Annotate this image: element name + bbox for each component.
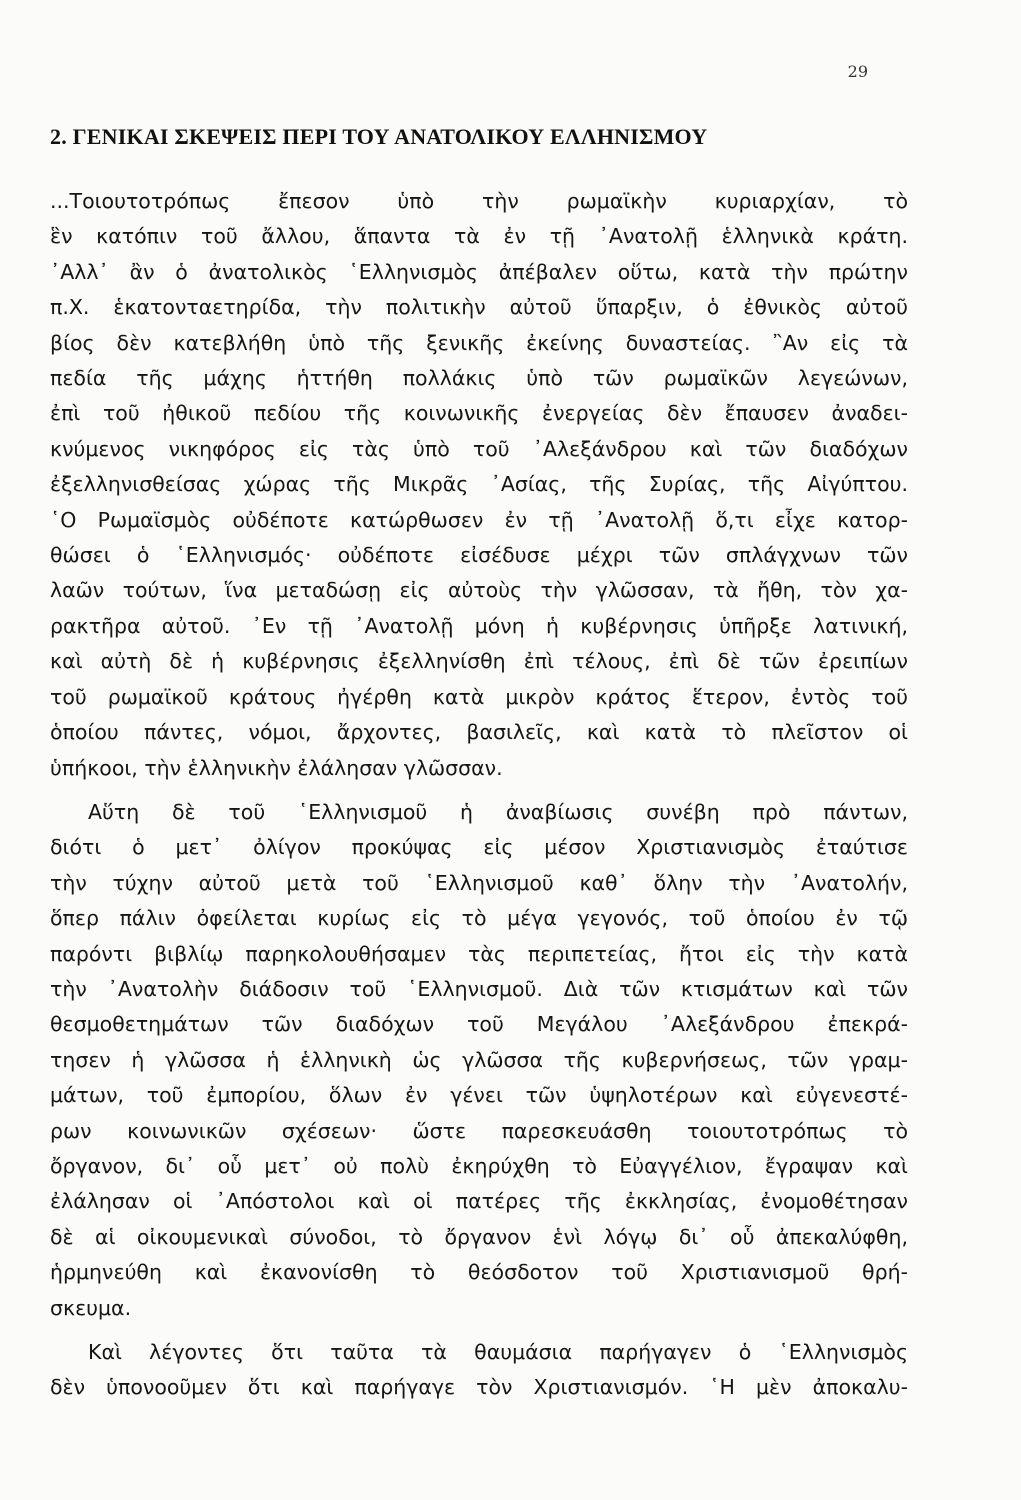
text-line: λαῶν τούτων, ἵνα μεταδώσῃ εἰς αὐτοὺς τὴν γλῶσσαν, τὰ ἤθη, τὸν χα- bbox=[50, 578, 908, 603]
text-line: ὅπερ πάλιν ὀφείλεται κυρίως εἰς τὸ μέγα γεγονός, τοῦ ὁποίου ἐν τῷ bbox=[50, 906, 908, 931]
text-line: σκευμα. bbox=[50, 1295, 132, 1320]
text-line: καὶ αὐτὴ δὲ ἡ κυβέρνησις ἐξελληνίσθη ἐπὶ τέλους, ἐπὶ δὲ τῶν ἐρειπίων bbox=[50, 649, 908, 674]
text-line: παρόντι βιβλίῳ παρηκολουθήσαμεν τὰς περιπετείας, ἤτοι εἰς τὴν κατὰ bbox=[50, 941, 908, 966]
text-line: π.Χ. ἑκατονταετηρίδα, τὴν πολιτικὴν αὐτοῦ ὕπαρξιν, ὁ ἐθνικὸς αὐτοῦ bbox=[50, 295, 908, 320]
text-line: τοῦ ρωμαϊκοῦ κράτους ἠγέρθη κατὰ μικρὸν κράτος ἕτερον, ἐντὸς τοῦ bbox=[50, 684, 908, 709]
text-line: ἐπὶ τοῦ ἠθικοῦ πεδίου τῆς κοινωνικῆς ἐνεργείας δὲν ἔπαυσεν ἀναδει- bbox=[50, 401, 908, 426]
text-line: θεσμοθετημάτων τῶν διαδόχων τοῦ Μεγάλου ᾿Αλεξάνδρου ἐπεκρά- bbox=[50, 1012, 908, 1037]
text-line: ...Τοιουτοτρόπως ἔπεσον ὑπὸ τὴν ρωμαϊκὴν κυριαρχίαν, τὸ bbox=[50, 189, 908, 213]
text-line: τὴν ᾿Ανατολὴν διάδοσιν τοῦ ῾Ελληνισμοῦ. Διὰ τῶν κτισμάτων καὶ τῶν bbox=[50, 976, 908, 1001]
text-line: ρων κοινωνικῶν σχέσεων· ὥστε παρεσκευάσθη τοιουτοτρόπως τὸ bbox=[50, 1118, 908, 1143]
text-line: Καὶ λέγοντες ὅτι ταῦτα τὰ θαυμάσια παρήγαγεν ὁ ῾Ελληνισμὸς bbox=[88, 1340, 908, 1364]
text-line: ἡρμηνεύθη καὶ ἐκανονίσθη τὸ θεόσδοτον τοῦ Χριστιανισμοῦ θρή- bbox=[50, 1260, 908, 1285]
page-number: 29 bbox=[847, 62, 868, 81]
paragraph-1 bbox=[50, 184, 908, 786]
text-line: ὑπήκοοι, τὴν ἑλληνικὴν ἐλάλησαν γλῶσσαν. bbox=[50, 755, 503, 780]
text-line: βίος δὲν κατεβλήθη ὑπὸ τῆς ξενικῆς ἐκείνης δυναστείας. ῍Αν εἰς τὰ bbox=[50, 330, 908, 355]
text-line: διότι ὁ μετ᾿ ὀλίγον προκύψας εἰς μέσον Χριστιανισμὸς ἐταύτισε bbox=[50, 835, 908, 860]
body-text bbox=[50, 184, 908, 1406]
text-line: τὴν τύχην αὐτοῦ μετὰ τοῦ ῾Ελληνισμοῦ καθ᾿ ὅλην τὴν ᾿Ανατολήν, bbox=[50, 870, 908, 895]
text-line: Αὕτη δὲ τοῦ ῾Ελληνισμοῦ ἡ ἀναβίωσις συνέβη πρὸ πάντων, bbox=[88, 799, 908, 824]
text-line: ᾿Αλλ᾿ ἂν ὁ ἀνατολικὸς ῾Ελληνισμὸς ἀπέβαλεν οὕτω, κατὰ τὴν πρώτην bbox=[50, 259, 908, 284]
text-line: κνύμενος νικηφόρος εἰς τὰς ὑπὸ τοῦ ᾿Αλεξάνδρου καὶ τῶν διαδόχων bbox=[50, 436, 908, 461]
text-line: πεδία τῆς μάχης ἡττήθη πολλάκις ὑπὸ τῶν ρωμαϊκῶν λεγεώνων, bbox=[50, 366, 908, 391]
text-line: ῾Ο Ρωμαϊσμὸς οὐδέποτε κατώρθωσεν ἐν τῇ ᾿Ανατολῇ ὅ,τι εἶχε κατορ- bbox=[50, 507, 908, 532]
paragraph-2 bbox=[50, 795, 908, 1326]
paragraph-3 bbox=[50, 1335, 908, 1406]
text-line: ρακτῆρα αὐτοῦ. ᾿Εν τῇ ᾿Ανατολῇ μόνη ἡ κυβέρνησις ὑπῆρξε λατινική, bbox=[50, 613, 908, 638]
text-line: ἓν κατόπιν τοῦ ἄλλου, ἅπαντα τὰ ἐν τῇ ᾿Ανατολῇ ἑλληνικὰ κράτη. bbox=[50, 224, 908, 249]
text-line: δὲ αἱ οἰκουμενικαὶ σύνοδοι, τὸ ὄργανον ἑνὶ λόγῳ δι᾿ οὗ ἀπεκαλύφθη, bbox=[50, 1224, 908, 1249]
text-line: ὄργανον, δι᾿ οὗ μετ᾿ οὐ πολὺ ἐκηρύχθη τὸ Εὐαγγέλιον, ἔγραψαν καὶ bbox=[50, 1153, 908, 1178]
text-line: δὲν ὑπονοοῦμεν ὅτι καὶ παρήγαγε τὸν Χριστιανισμόν. ῾Η μὲν ἀποκαλυ- bbox=[50, 1375, 908, 1400]
text-line: τησεν ἡ γλῶσσα ἡ ἑλληνικὴ ὡς γλῶσσα τῆς κυβερνήσεως, τῶν γραμ- bbox=[50, 1047, 908, 1072]
paragraph-gap bbox=[50, 1326, 908, 1335]
section-heading: 2. ΓΕΝΙΚΑΙ ΣΚΕΨΕΙΣ ΠΕΡΙ ΤΟΥ ΑΝΑΤΟΛΙΚΟΥ ΕΛΛΗΝΙΣΜΟΥ bbox=[50, 124, 708, 149]
text-line: ἐλάλησαν οἱ ᾿Απόστολοι καὶ οἱ πατέρες τῆς ἐκκλησίας, ἐνομοθέτησαν bbox=[50, 1189, 908, 1214]
text-line: ὁποίου πάντες, νόμοι, ἄρχοντες, βασιλεῖς, καὶ κατὰ τὸ πλεῖστον οἱ bbox=[50, 720, 908, 745]
paragraph-gap bbox=[50, 786, 908, 795]
text-line: θώσει ὁ ῾Ελληνισμός· οὐδέποτε εἰσέδυσε μέχρι τῶν σπλάγχνων τῶν bbox=[50, 543, 908, 568]
text-line: μάτων, τοῦ ἐμπορίου, ὅλων ἐν γένει τῶν ὑψηλοτέρων καὶ εὐγενεστέ- bbox=[50, 1083, 908, 1108]
text-line: ἐξελληνισθείσας χώρας τῆς Μικρᾶς ᾿Ασίας, τῆς Συρίας, τῆς Αἰγύπτου. bbox=[50, 472, 908, 497]
